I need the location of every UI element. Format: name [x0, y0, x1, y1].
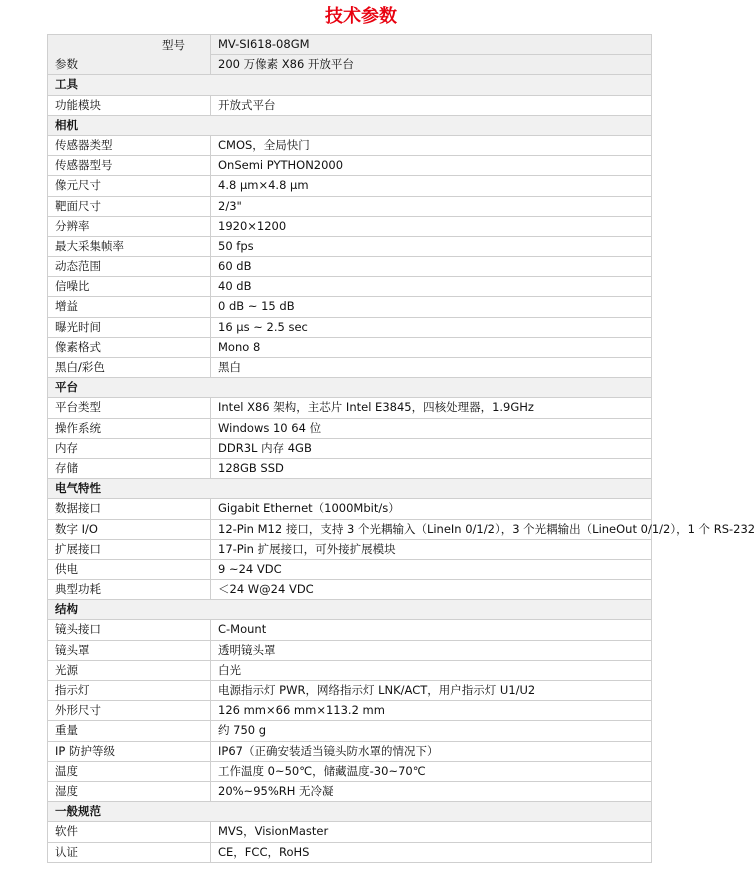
param-label: 扩展接口 — [48, 539, 211, 559]
section-header-row — [48, 115, 652, 135]
section-title: 平台 — [48, 378, 652, 398]
table-row — [48, 499, 652, 519]
table-row — [48, 660, 652, 680]
param-value: C-Mount — [211, 620, 652, 640]
table-row — [48, 761, 652, 781]
param-label: 外形尺寸 — [48, 701, 211, 721]
param-value: Windows 10 64 位 — [211, 418, 652, 438]
param-label: 黑白/彩色 — [48, 358, 211, 378]
param-value: Intel X86 架构，主芯片 Intel E3845，四核处理器，1.9GHz — [211, 398, 652, 418]
param-label: 内存 — [48, 438, 211, 458]
param-label: 镜头接口 — [48, 620, 211, 640]
table-row — [48, 741, 652, 761]
header-corner-cell — [48, 35, 211, 75]
param-label: 操作系统 — [48, 418, 211, 438]
param-value: 9 ~24 VDC — [211, 559, 652, 579]
param-label: IP 防护等级 — [48, 741, 211, 761]
param-value: DDR3L 内存 4GB — [211, 438, 652, 458]
section-header-row — [48, 479, 652, 499]
table-header-row — [48, 35, 652, 55]
param-value: 透明镜头罩 — [211, 640, 652, 660]
page-title: 技术参数 — [325, 6, 397, 27]
table-row — [48, 458, 652, 478]
section-header-row — [48, 600, 652, 620]
model-cell: MV-SI618-08GM — [211, 35, 652, 55]
table-row — [48, 317, 652, 337]
param-value: 17-Pin 扩展接口，可外接扩展模块 — [211, 539, 652, 559]
param-value: 128GB SSD — [211, 458, 652, 478]
table-row — [48, 358, 652, 378]
param-value: 工作温度 0~50℃，储藏温度-30~70℃ — [211, 761, 652, 781]
table-row — [48, 781, 652, 801]
param-label: 供电 — [48, 559, 211, 579]
table-row — [48, 559, 652, 579]
param-label: 增益 — [48, 297, 211, 317]
param-label: 分辨率 — [48, 216, 211, 236]
spec-table — [47, 34, 755, 863]
param-value: 1920×1200 — [211, 216, 652, 236]
param-label: 软件 — [48, 822, 211, 842]
section-title: 电气特性 — [48, 479, 652, 499]
table-row — [48, 701, 652, 721]
section-title: 相机 — [48, 115, 652, 135]
table-row — [48, 580, 652, 600]
param-value: 4.8 μm×4.8 μm — [211, 176, 652, 196]
param-label: 指示灯 — [48, 681, 211, 701]
param-value: 40 dB — [211, 277, 652, 297]
param-label: 镜头罩 — [48, 640, 211, 660]
param-label: 功能模块 — [48, 95, 211, 115]
param-value: MVS，VisionMaster — [211, 822, 652, 842]
param-value: 电源指示灯 PWR，网络指示灯 LNK/ACT，用户指示灯 U1/U2 — [211, 681, 652, 701]
param-label: 数字 I/O — [48, 519, 211, 539]
param-label: 存储 — [48, 458, 211, 478]
param-label: 典型功耗 — [48, 580, 211, 600]
param-label: 湿度 — [48, 781, 211, 801]
table-row — [48, 620, 652, 640]
table-row — [48, 176, 652, 196]
param-label: 最大采集帧率 — [48, 236, 211, 256]
table-row — [48, 721, 652, 741]
table-row — [48, 257, 652, 277]
model-description-cell: 200 万像素 X86 开放平台 — [211, 55, 652, 75]
corner-label-param: 参数 — [55, 57, 78, 72]
table-row — [48, 277, 652, 297]
param-label: 传感器类型 — [48, 135, 211, 155]
param-value: 黑白 — [211, 358, 652, 378]
param-value: 20%~95%RH 无冷凝 — [211, 781, 652, 801]
table-row — [48, 196, 652, 216]
param-value: 0 dB ~ 15 dB — [211, 297, 652, 317]
table-row — [48, 640, 652, 660]
param-value: OnSemi PYTHON2000 — [211, 156, 652, 176]
table-row — [48, 842, 652, 862]
param-value: 60 dB — [211, 257, 652, 277]
corner-label-model: 型号 — [162, 38, 185, 52]
section-header-row — [48, 802, 652, 822]
param-value: IP67（正确安装适当镜头防水罩的情况下） — [211, 741, 652, 761]
param-value: 白光 — [211, 660, 652, 680]
section-title: 一般规范 — [48, 802, 652, 822]
param-value: 开放式平台 — [211, 95, 652, 115]
section-header-row — [48, 75, 652, 95]
section-title: 工具 — [48, 75, 652, 95]
section-title: 结构 — [48, 600, 652, 620]
param-value: Gigabit Ethernet（1000Mbit/s） — [211, 499, 652, 519]
table-row — [48, 398, 652, 418]
table-row — [48, 216, 652, 236]
param-label: 曝光时间 — [48, 317, 211, 337]
table-row — [48, 156, 652, 176]
param-label: 重量 — [48, 721, 211, 741]
param-value: Mono 8 — [211, 337, 652, 357]
param-value: 50 fps — [211, 236, 652, 256]
param-label: 光源 — [48, 660, 211, 680]
param-label: 信噪比 — [48, 277, 211, 297]
table-row — [48, 135, 652, 155]
param-label: 传感器型号 — [48, 156, 211, 176]
table-row — [48, 822, 652, 842]
param-value: 12-Pin M12 接口，支持 3 个光耦输入（LineIn 0/1/2），3 个光耦输出（LineOut 0/1/2），1 个 RS-232 — [211, 519, 652, 539]
table-row — [48, 539, 652, 559]
param-value: CMOS，全局快门 — [211, 135, 652, 155]
param-label: 像素格式 — [48, 337, 211, 357]
table-row — [48, 519, 652, 539]
table-row — [48, 297, 652, 317]
table-row — [48, 95, 652, 115]
param-label: 靶面尺寸 — [48, 196, 211, 216]
param-value: ＜24 W@24 VDC — [211, 580, 652, 600]
section-header-row — [48, 378, 652, 398]
param-label: 认证 — [48, 842, 211, 862]
table-row — [48, 236, 652, 256]
param-value: CE，FCC，RoHS — [211, 842, 652, 862]
param-label: 动态范围 — [48, 257, 211, 277]
param-value: 约 750 g — [211, 721, 652, 741]
param-value: 126 mm×66 mm×113.2 mm — [211, 701, 652, 721]
table-row — [48, 438, 652, 458]
param-label: 平台类型 — [48, 398, 211, 418]
table-row — [48, 337, 652, 357]
table-row — [48, 681, 652, 701]
param-label: 数据接口 — [48, 499, 211, 519]
param-label: 像元尺寸 — [48, 176, 211, 196]
param-value: 2/3" — [211, 196, 652, 216]
param-value: 16 μs ~ 2.5 sec — [211, 317, 652, 337]
table-row — [48, 418, 652, 438]
param-label: 温度 — [48, 761, 211, 781]
